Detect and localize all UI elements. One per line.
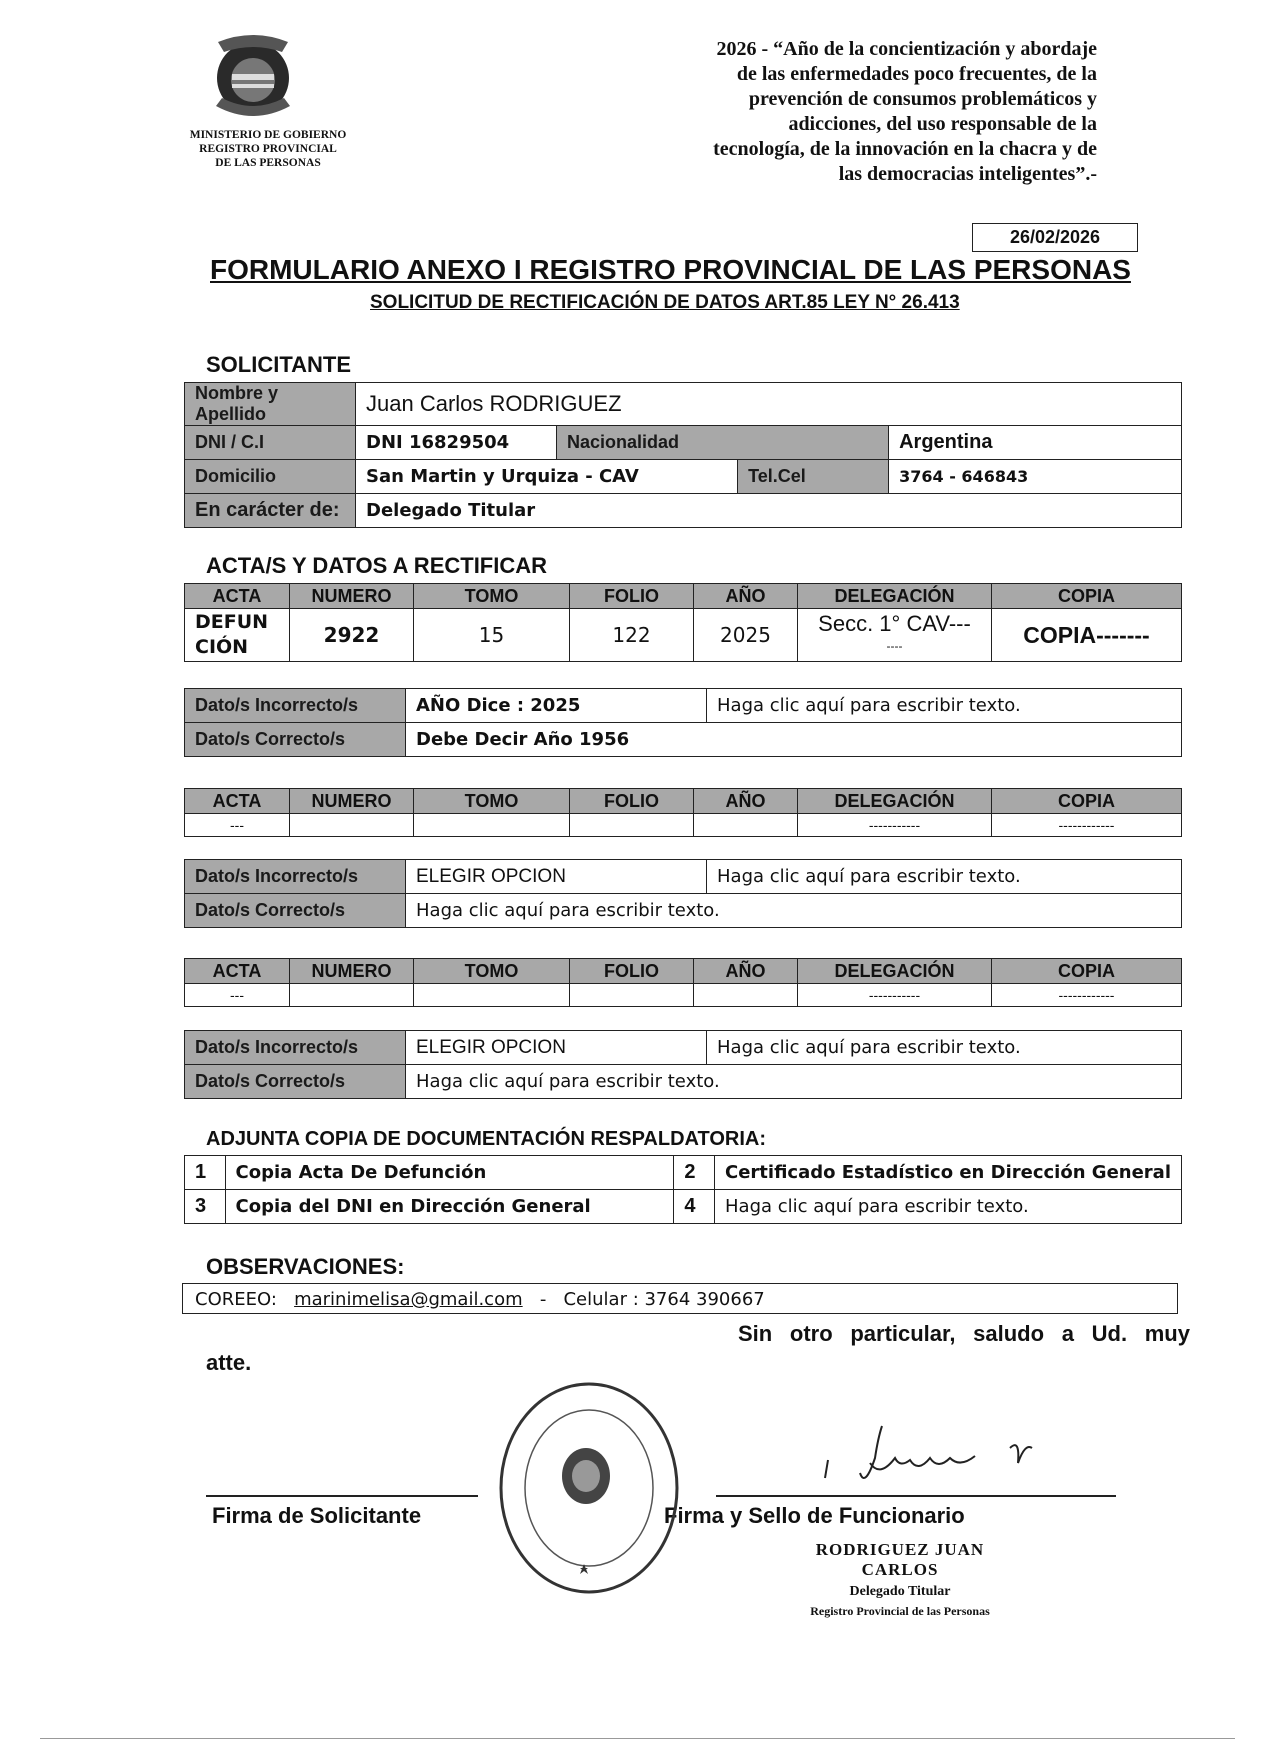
handwritten-signature: [820, 1418, 1080, 1498]
adjunta-item[interactable]: Certificado Estadístico en Dirección General: [715, 1156, 1182, 1190]
acta-value[interactable]: ---: [185, 814, 290, 837]
separator: -: [539, 1289, 547, 1310]
year-motto: [713, 37, 1097, 187]
datos-table-2: [184, 859, 1182, 928]
incorrecto-label: Dato/s Incorrecto/s: [185, 689, 406, 723]
correcto-label: Dato/s Correcto/s: [185, 894, 406, 928]
delegacion-value[interactable]: -----------: [798, 984, 992, 1007]
delegacion-value[interactable]: -----------: [798, 814, 992, 837]
col-numero: NUMERO: [290, 789, 414, 814]
caracter-field[interactable]: Delegado Titular: [356, 494, 1182, 528]
copia-value[interactable]: ------------: [992, 814, 1182, 837]
incorrecto-select[interactable]: ELEGIR OPCION: [406, 1031, 707, 1065]
adjunta-item[interactable]: Haga clic aquí para escribir texto.: [715, 1190, 1182, 1224]
dni-label: DNI / C.I: [185, 426, 356, 460]
col-folio: FOLIO: [570, 789, 694, 814]
incorrecto-extra-field[interactable]: Haga clic aquí para escribir texto.: [707, 860, 1182, 894]
adjunta-num: 2: [674, 1156, 715, 1190]
province-logo: [208, 34, 298, 120]
datos-table-3: [184, 1030, 1182, 1099]
delegacion-text: Secc. 1° CAV---: [818, 611, 971, 636]
col-numero: NUMERO: [290, 959, 414, 984]
col-copia: COPIA: [992, 584, 1182, 609]
dni-field[interactable]: DNI 16829504: [356, 426, 557, 460]
form-subtitle: SOLICITUD DE RECTIFICACIÓN DE DATOS ART.85 LEY N° 26.413: [370, 292, 960, 313]
incorrecto-label: Dato/s Incorrecto/s: [185, 860, 406, 894]
correcto-label: Dato/s Correcto/s: [185, 723, 406, 757]
correcto-field[interactable]: Debe Decir Año 1956: [406, 723, 1182, 757]
motto-line: de las enfermedades poco frecuentes, de la: [736, 63, 1097, 85]
col-acta: ACTA: [185, 789, 290, 814]
form-title: FORMULARIO ANEXO I REGISTRO PROVINCIAL DE LAS PERSONAS: [210, 254, 1131, 285]
col-acta: ACTA: [185, 584, 290, 609]
folio-value[interactable]: 122: [570, 609, 694, 662]
signature-line-solicitante: [206, 1495, 478, 1497]
col-acta: ACTA: [185, 959, 290, 984]
observaciones-box[interactable]: [182, 1283, 1178, 1314]
adjunta-item[interactable]: Copia Acta De Defunción: [225, 1156, 674, 1190]
domicilio-label: Domicilio: [185, 460, 356, 494]
closing-line-2: atte.: [206, 1350, 252, 1375]
incorrecto-select[interactable]: ELEGIR OPCION: [406, 860, 707, 894]
col-anio: AÑO: [694, 789, 798, 814]
col-tomo: TOMO: [414, 959, 570, 984]
acta-table-1: [184, 583, 1182, 662]
col-tomo: TOMO: [414, 584, 570, 609]
acta-table-3: [184, 958, 1182, 1007]
stamp-block: [780, 1540, 1020, 1619]
folio-value[interactable]: [570, 814, 694, 837]
motto-line: tecnología, de la innovación en la chacra y de: [713, 138, 1097, 160]
incorrecto-extra-field[interactable]: Haga clic aquí para escribir texto.: [707, 1031, 1182, 1065]
stamp-name: RODRIGUEZ JUAN CARLOS: [815, 1540, 985, 1579]
numero-value[interactable]: 2922: [290, 609, 414, 662]
nacionalidad-label: Nacionalidad: [557, 426, 889, 460]
col-numero: NUMERO: [290, 584, 414, 609]
acta-value[interactable]: DEFUN CIÓN: [185, 609, 290, 662]
anio-value[interactable]: 2025: [694, 609, 798, 662]
col-tomo: TOMO: [414, 789, 570, 814]
bottom-border: [40, 1738, 1235, 1739]
incorrecto-field[interactable]: AÑO Dice : 2025: [406, 689, 707, 723]
acta-table-2: [184, 788, 1182, 837]
celular-text: Celular : 3764 390667: [563, 1289, 765, 1310]
incorrecto-extra-field[interactable]: Haga clic aquí para escribir texto.: [707, 689, 1182, 723]
incorrecto-label: Dato/s Incorrecto/s: [185, 1031, 406, 1065]
ministry-line: DE LAS PERSONAS: [215, 157, 321, 169]
nombre-label: Nombre y Apellido: [185, 383, 356, 426]
adjunta-item[interactable]: Copia del DNI en Dirección General: [225, 1190, 674, 1224]
firma-funcionario-label: Firma y Sello de Funcionario: [664, 1503, 965, 1528]
numero-value[interactable]: [290, 814, 414, 837]
correcto-field[interactable]: Haga clic aquí para escribir texto.: [406, 1065, 1182, 1099]
adjunta-num: 4: [674, 1190, 715, 1224]
stamp-office: Registro Provincial de las Personas: [810, 1604, 990, 1618]
anio-value[interactable]: [694, 814, 798, 837]
observaciones-label: COREEO:: [195, 1289, 277, 1310]
motto-line: las democracias inteligentes”.-: [838, 163, 1097, 185]
domicilio-field[interactable]: San Martin y Urquiza - CAV: [356, 460, 738, 494]
tomo-value[interactable]: 15: [414, 609, 570, 662]
date-box: 26/02/2026: [972, 223, 1138, 252]
caracter-label: En carácter de:: [185, 494, 356, 528]
acta-value[interactable]: ---: [185, 984, 290, 1007]
col-anio: AÑO: [694, 584, 798, 609]
col-folio: FOLIO: [570, 584, 694, 609]
col-copia: COPIA: [992, 789, 1182, 814]
correcto-label: Dato/s Correcto/s: [185, 1065, 406, 1099]
motto-line: adicciones, del uso responsable de la: [788, 113, 1097, 135]
folio-value[interactable]: [570, 984, 694, 1007]
anio-value[interactable]: [694, 984, 798, 1007]
col-delegacion: DELEGACIÓN: [798, 584, 992, 609]
delegacion-value[interactable]: [798, 609, 992, 662]
nombre-field[interactable]: Juan Carlos RODRIGUEZ: [356, 383, 1182, 426]
col-folio: FOLIO: [570, 959, 694, 984]
official-seal: [494, 1378, 684, 1598]
tomo-value[interactable]: [414, 814, 570, 837]
stamp-role: Delegado Titular: [849, 1584, 951, 1599]
adjunta-num: 1: [185, 1156, 226, 1190]
tomo-value[interactable]: [414, 984, 570, 1007]
email-link[interactable]: marinimelisa@gmail.com: [294, 1289, 523, 1310]
adjunta-heading: ADJUNTA COPIA DE DOCUMENTACIÓN RESPALDATORIA:: [206, 1128, 766, 1150]
col-delegacion: DELEGACIÓN: [798, 959, 992, 984]
telcel-label: Tel.Cel: [738, 460, 889, 494]
solicitante-heading: SOLICITANTE: [206, 352, 352, 377]
col-delegacion: DELEGACIÓN: [798, 789, 992, 814]
col-anio: AÑO: [694, 959, 798, 984]
correcto-field[interactable]: Haga clic aquí para escribir texto.: [406, 894, 1182, 928]
firma-solicitante-label: Firma de Solicitante: [212, 1503, 422, 1528]
adjunta-num: 3: [185, 1190, 226, 1224]
closing-line-1: Sin otro particular, saludo a Ud. muy: [738, 1321, 1190, 1346]
datos-table-1: [184, 688, 1182, 757]
ministry-line: MINISTERIO DE GOBIERNO: [189, 129, 347, 141]
copia-value[interactable]: ------------: [992, 984, 1182, 1007]
actas-heading: ACTA/S Y DATOS A RECTIFICAR: [206, 553, 548, 578]
numero-value[interactable]: [290, 984, 414, 1007]
col-copia: COPIA: [992, 959, 1182, 984]
observaciones-heading: OBSERVACIONES:: [206, 1254, 405, 1279]
telcel-field[interactable]: 3764 - 646843: [889, 460, 1182, 494]
copia-value[interactable]: COPIA-------: [992, 609, 1182, 662]
ministry-line: REGISTRO PROVINCIAL: [199, 143, 337, 155]
ministry-block: [178, 128, 358, 170]
delegacion-extra: ----: [886, 639, 903, 653]
solicitante-table: [184, 382, 1182, 528]
adjunta-table: [184, 1155, 1182, 1224]
motto-line: 2026 - “Año de la concientización y abordaje: [716, 38, 1097, 60]
motto-line: prevención de consumos problemáticos y: [748, 88, 1097, 110]
nacionalidad-field[interactable]: Argentina: [889, 426, 1182, 460]
